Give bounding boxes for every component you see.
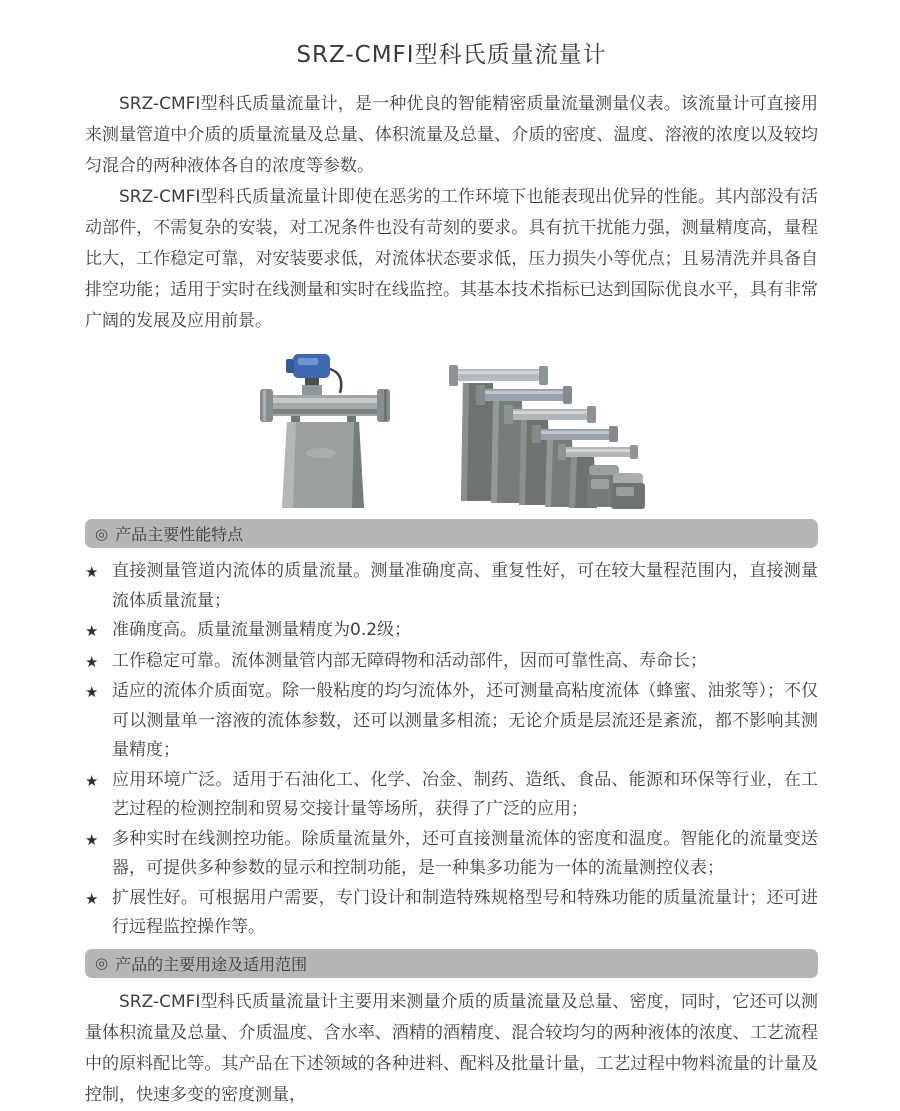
- feature-list: [85, 557, 818, 943]
- feature-text: 多种实时在线测控功能。除质量流量外，还可直接测量流体的密度和温度。智能化的流量变送器，可提供多种参数的显示和控制功能，是一种集多功能为一体的流量测控仪表；: [112, 828, 818, 878]
- star-bullet-icon: ★: [85, 889, 99, 908]
- product-photos: [85, 351, 818, 509]
- feature-item: [85, 825, 818, 884]
- transmitter-neck: [302, 378, 322, 395]
- star-bullet-icon: ★: [85, 830, 99, 849]
- feature-text: 适应的流体介质面宽。除一般粘度的均匀流体外，还可测量高粘度流体（蜂蜜、油浆等）；不仅可以测量单一溶液的流体参数，还可以测量多相流；无论介质是层流还是紊流，都不影响其测量精度；: [112, 681, 818, 760]
- page-title: SRZ-CMFI型科氏质量流量计: [296, 42, 607, 68]
- intro-paragraph-2: SRZ-CMFI型科氏质量流量计即使在恶劣的工作环境下也能表现出优异的性能。其内部没有活动部件，不需复杂的安装，对工况条件也没有苛刻的要求。具有抗干扰能力强，测量精度高，量程比大，工作稳定可靠，对安装要求低，对流体状态要求低，压力损失小等优点；且易清洗并具备自排空功能；适用于实时在线测量和实时在线监控。其基本技术指标已达到国际优良水平，具有非常广阔的发展及应用前景。: [85, 187, 818, 331]
- feature-text: 直接测量管道内流体的质量流量。测量准确度高、重复性好，可在较大量程范围内，直接测量流体质量流量；: [112, 561, 818, 611]
- feature-item: [85, 616, 818, 647]
- feature-text: 准确度高。质量流量测量精度为0.2级；: [112, 620, 412, 640]
- flow-pipe: [260, 389, 390, 422]
- product-photo-flowmeter-series: [449, 357, 645, 509]
- feature-item: [85, 884, 818, 943]
- section-header-usage: [85, 949, 818, 978]
- star-bullet-icon: ★: [85, 652, 99, 671]
- section-header-features: [85, 519, 818, 548]
- feature-item: [85, 677, 818, 766]
- section-header-features-label: 产品主要性能特点: [115, 525, 244, 544]
- star-bullet-icon: ★: [85, 771, 99, 790]
- feature-item: [85, 647, 818, 678]
- series-compact-unit-2: [611, 473, 645, 509]
- star-bullet-icon: ★: [85, 683, 99, 701]
- feature-text: 扩展性好。可根据用户需要，专门设计和制造特殊规格型号和特殊功能的质量流量计；还可进行远程监控操作等。: [112, 887, 818, 937]
- intro-paragraph-1: SRZ-CMFI型科氏质量流量计，是一种优良的智能精密质量流量测量仪表。该流量计可直接用来测量管道中介质的质量流量及总量、体积流量及总量、介质的密度、温度、溶液的浓度以及较均匀混合的两种液体各自的浓度等参数。: [85, 94, 818, 176]
- feature-item: [85, 766, 818, 825]
- section-header-usage-label: 产品的主要用途及适用范围: [115, 954, 308, 974]
- star-bullet-icon: ★: [85, 622, 99, 640]
- product-photo-single-flowmeter: [259, 351, 391, 509]
- feature-text: 应用环境广泛。适用于石油化工、化学、冶金、制药、造纸、食品、能源和环保等行业，在工艺过程的检测控制和贸易交接计量等场所，获得了广泛的应用；: [112, 769, 818, 819]
- usage-paragraph: SRZ-CMFI型科氏质量流量计主要用来测量介质的质量流量及总量、密度，同时，它还可以测量体积流量及总量、介质温度、含水率、酒精的酒精度、混合较均匀的两种液体的浓度、工艺流程中的原料配比等。其产品在下述领域的各种进料、配料及批量计量，工艺过程中物料流量的计量及控制，快速多变的密度测量，: [85, 991, 818, 1105]
- double-circle-icon: ◎: [95, 524, 109, 543]
- sensor-case: [282, 422, 364, 508]
- star-bullet-icon: ★: [85, 563, 99, 581]
- double-circle-icon: ◎: [95, 954, 109, 972]
- feature-text: 工作稳定可靠。流体测量管内部无障碍物和活动部件，因而可靠性高、寿命长；: [112, 650, 707, 671]
- feature-item: [85, 557, 818, 616]
